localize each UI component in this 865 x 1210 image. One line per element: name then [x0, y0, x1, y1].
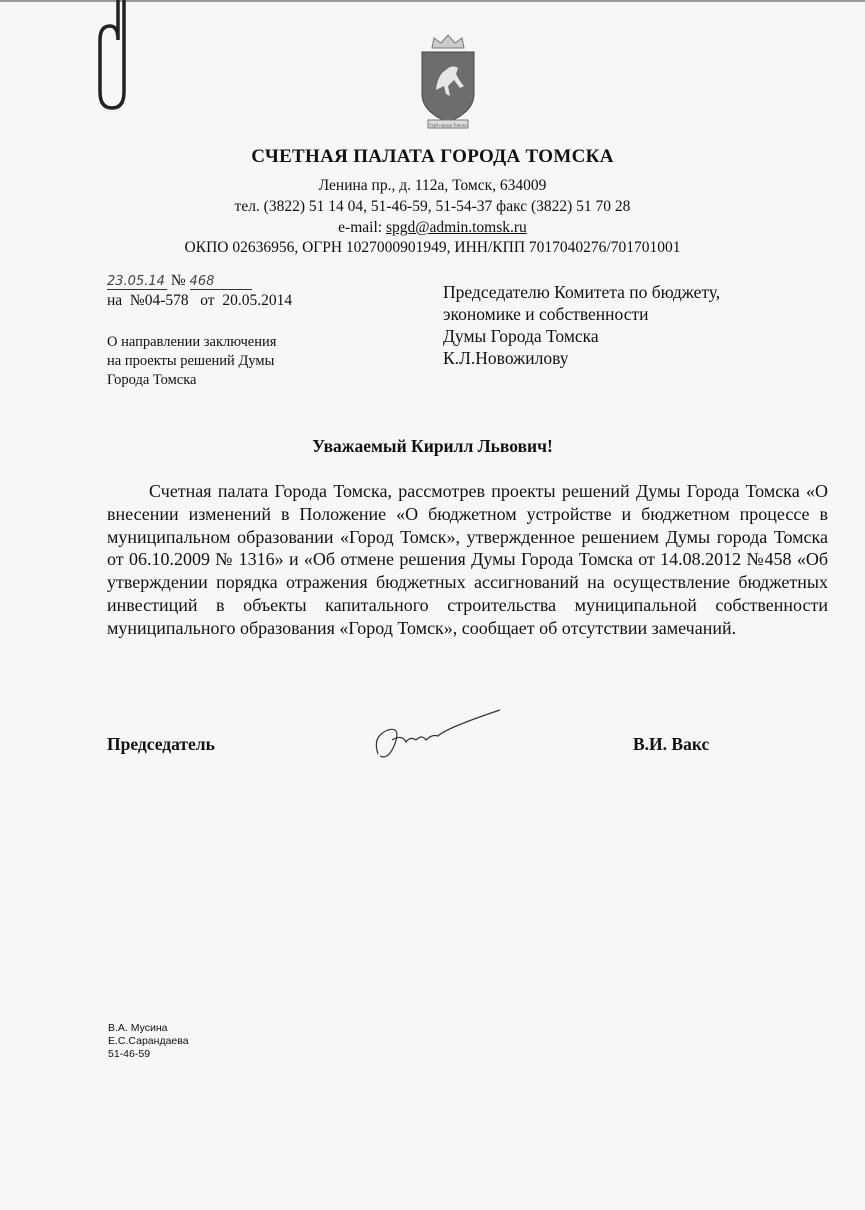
org-phones: тел. (3822) 51 14 04, 51-46-59, 51-54-37 факс (3822) 51 70 28 [234, 198, 631, 215]
executor-name: В.А. Мусина [108, 1022, 168, 1034]
city-coat-of-arms-logo [408, 30, 488, 130]
handwritten-number: 468 [190, 274, 252, 290]
email-label: e-mail: [338, 219, 386, 236]
subject-block [107, 333, 276, 390]
email-link[interactable]: spgd@admin.tomsk.ru [385, 219, 527, 236]
addressee-line: Думы Города Томска [443, 326, 599, 346]
number-label: № [170, 272, 186, 289]
org-codes: ОКПО 02636956, ОГРН 1027000901949, ИНН/КПП 7017040276/701701001 [184, 239, 681, 256]
addressee-block [443, 281, 720, 369]
addressee-line: Председателю Комитета по бюджету, [443, 282, 721, 302]
signatory-name: В.И. Вакс [633, 734, 710, 754]
executors-block [108, 1022, 189, 1061]
subject-line: на проекты решений Думы [107, 353, 275, 369]
subject-line: О направлении заключения [107, 334, 277, 350]
reply-reference: на №04-578 от 20.05.2014 [107, 292, 293, 309]
letter-body [107, 480, 828, 640]
outgoing-reg-line [107, 272, 252, 290]
executor-name: Е.С.Сарандаева [108, 1035, 189, 1047]
body-paragraph: Счетная палата Города Томска, рассмотрев проекты решений Думы Города Томска «О внесении изменений в Положение «О бюджетном устройстве и бюджетном процессе в муниципальном образовании «Город Томск», утвержденное решением Думы города Томска от 06.10.2009 № 1316» и «Об отмене решения Думы Города Томска от 14.08.2012 №458 «Об утверждении порядка отражения бюджетных ассигнований на осуществление бюджетных инвестиций в объекты капитального строительства муниципальной собственности муниципального образования «Город Томск», сообщает об отсутствии замечаний. [107, 481, 828, 638]
executor-phone: 51-46-59 [108, 1048, 151, 1060]
addressee-line: экономике и собственности [443, 304, 649, 324]
org-email-line [0, 219, 865, 237]
crest-motto: Герб города Томска [429, 122, 467, 128]
org-address: Ленина пр., д. 112а, Томск, 634009 [318, 177, 547, 194]
greeting: Уважаемый Кирилл Львович! [312, 436, 553, 456]
org-name: СЧЕТНАЯ ПАЛАТА ГОРОДА ТОМСКА [251, 146, 614, 167]
paperclip-icon [96, 0, 136, 112]
signatory-position: Председатель [107, 734, 215, 754]
addressee-line: К.Л.Новожилову [443, 348, 569, 368]
subject-line: Города Томска [107, 372, 197, 388]
handwritten-date: 23.05.14 [107, 274, 167, 290]
handwritten-signature [368, 706, 503, 766]
